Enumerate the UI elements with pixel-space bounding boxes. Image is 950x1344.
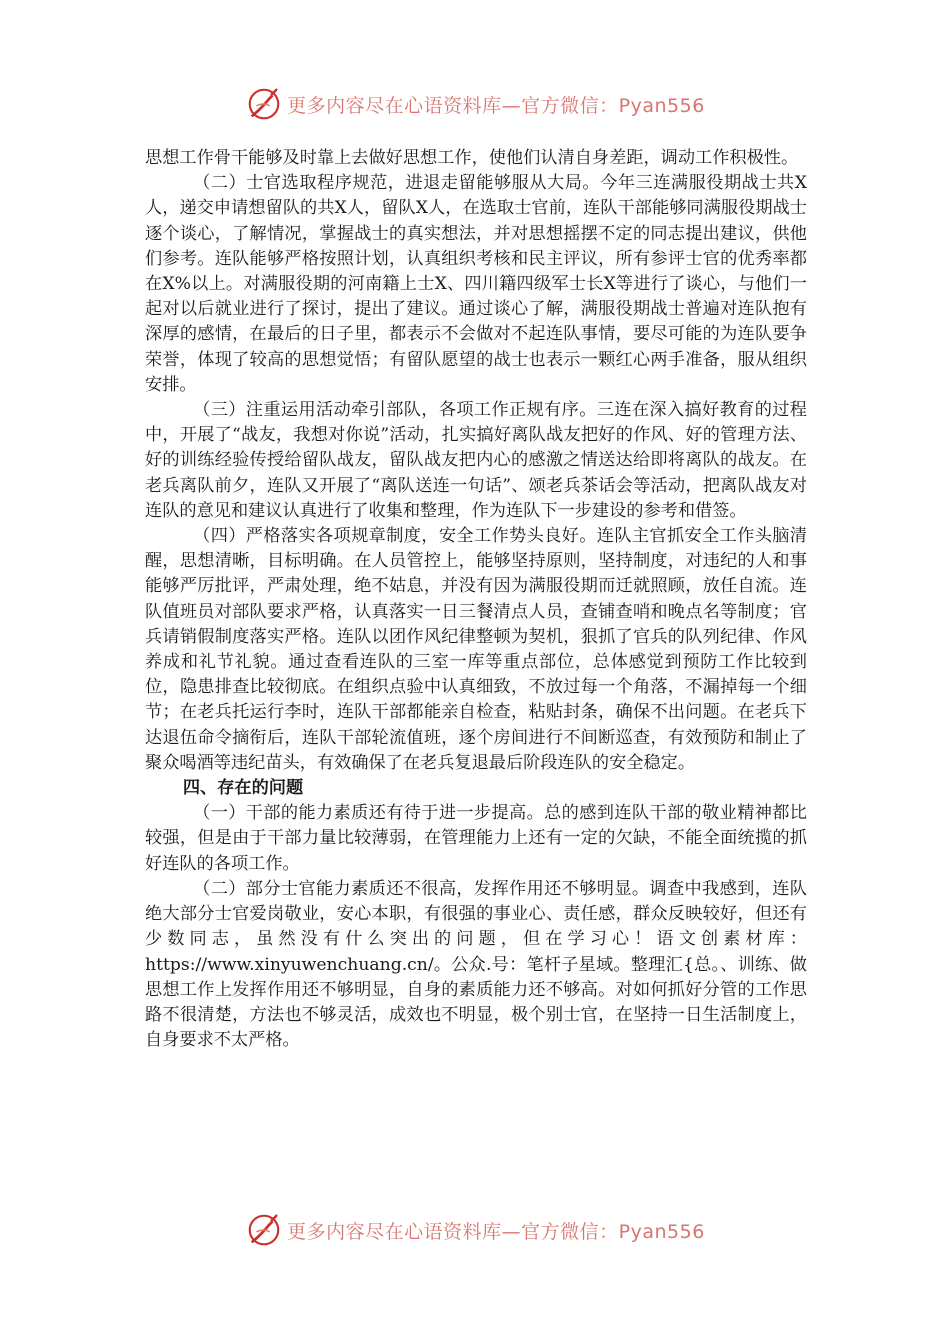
paragraph-problem-1: （一）干部的能力素质还有待于进一步提高。总的感到连队干部的敬业精神都比较强，但是由于干部力量比较薄弱，在管理能力上还有一定的欠缺，不能全面统揽的抓好连队的各项工作。 bbox=[145, 803, 807, 874]
watermark-text: 更多内容尽在心语资料库—官方微信：Pyan556 bbox=[287, 94, 705, 117]
pen-circle-logo-icon bbox=[245, 85, 283, 123]
paragraph-problem-2: （二）部分士官能力素质还不很高，发挥作用还不够明显。调查中我感到，连队绝大部分士官爱岗敬业，安心本职，有很强的事业心、责任感，群众反映较好，但还有少数同志，虽然没有什么突出的问题，但在学习心！语文创素材库：https://www.xinyuwenchuang.cn/。公众.号：笔杆子星域。整理汇{总。、训练、做思想工作上发挥作用还不够明显，自身的素质能力还不够高。对如何抓好分管的工作思路不很清楚，方法也不够灵活，成效也不明显，极个别士官，在坚持一日生活制度上，自身要求不太严格。 bbox=[145, 878, 807, 1051]
paragraph-section-3: （三）注重运用活动牵引部队，各项工作正规有序。三连在深入搞好教育的过程中，开展了“战友，我想对你说”活动，扎实搞好离队战友把好的作风、好的管理方法、好的训练经验传授给留队战友，留队战友把内心的感激之情送达给即将离队的战友。在老兵离队前夕，连队又开展了“离队送连一句话”、颂老兵茶话会等活动，把离队战友对连队的意见和建议认真进行了收集和整理，作为连队下一步建设的参考和借签。 bbox=[145, 400, 807, 521]
paragraph-continued: 思想工作骨干能够及时靠上去做好思想工作，使他们认清自身差距，调动工作积极性。 bbox=[145, 148, 799, 168]
document-body bbox=[145, 146, 807, 1053]
watermark-text: 更多内容尽在心语资料库—官方微信：Pyan556 bbox=[287, 1220, 705, 1243]
pen-circle-logo-icon bbox=[245, 1211, 283, 1249]
header-watermark bbox=[0, 84, 950, 124]
paragraph-section-2: （二）士官选取程序规范，进退走留能够服从大局。今年三连满服役期战士共X人，递交申请想留队的共X人，留队X人，在选取士官前，连队干部能够同满服役期战士逐个谈心，了解情况，掌握战士的真实想法，并对思想摇摆不定的同志提出建议，供他们参考。连队能够严格按照计划，认真组织考核和民主评议，所有参评士官的优秀率都在X%以上。对满服役期的河南籍上士X、四川籍四级军士长X等进行了谈心，与他们一起对以后就业进行了探讨，提出了建议。通过谈心了解，满服役期战士普遍对连队抱有深厚的感情，在最后的日子里，都表示不会做对不起连队事情，要尽可能的为连队要争荣誉，体现了较高的思想觉悟；有留队愿望的战士也表示一颗红心两手准备，服从组织安排。 bbox=[145, 173, 807, 395]
section-heading-problems: 四、存在的问题 bbox=[182, 778, 304, 799]
paragraph-section-4: （四）严格落实各项规章制度，安全工作势头良好。连队主官抓安全工作头脑清醒，思想清晰，目标明确。在人员管控上，能够坚持原则，坚持制度，对违纪的人和事能够严厉批评，严肃处理，绝不姑息，并没有因为满服役期而迁就照顾，放任自流。连队值班员对部队要求严格，认真落实一日三餐清点人员，查铺查哨和晚点名等制度；官兵请销假制度落实严格。连队以团作风纪律整顿为契机，狠抓了官兵的队列纪律、作风养成和礼节礼貌。通过查看连队的三室一库等重点部位，总体感觉到预防工作比较到位，隐患排查比较彻底。在组织点验中认真细致，不放过每一个角落，不漏掉每一个细节；在老兵托运行李时，连队干部都能亲自检查，粘贴封条，确保不出问题。在老兵下达退伍命令摘衔后，连队干部轮流值班，逐个房间进行不间断巡查，有效预防和制止了聚众喝酒等违纪苗头，有效确保了在老兵复退最后阶段连队的安全稳定。 bbox=[145, 526, 807, 773]
footer-watermark bbox=[0, 1210, 950, 1250]
